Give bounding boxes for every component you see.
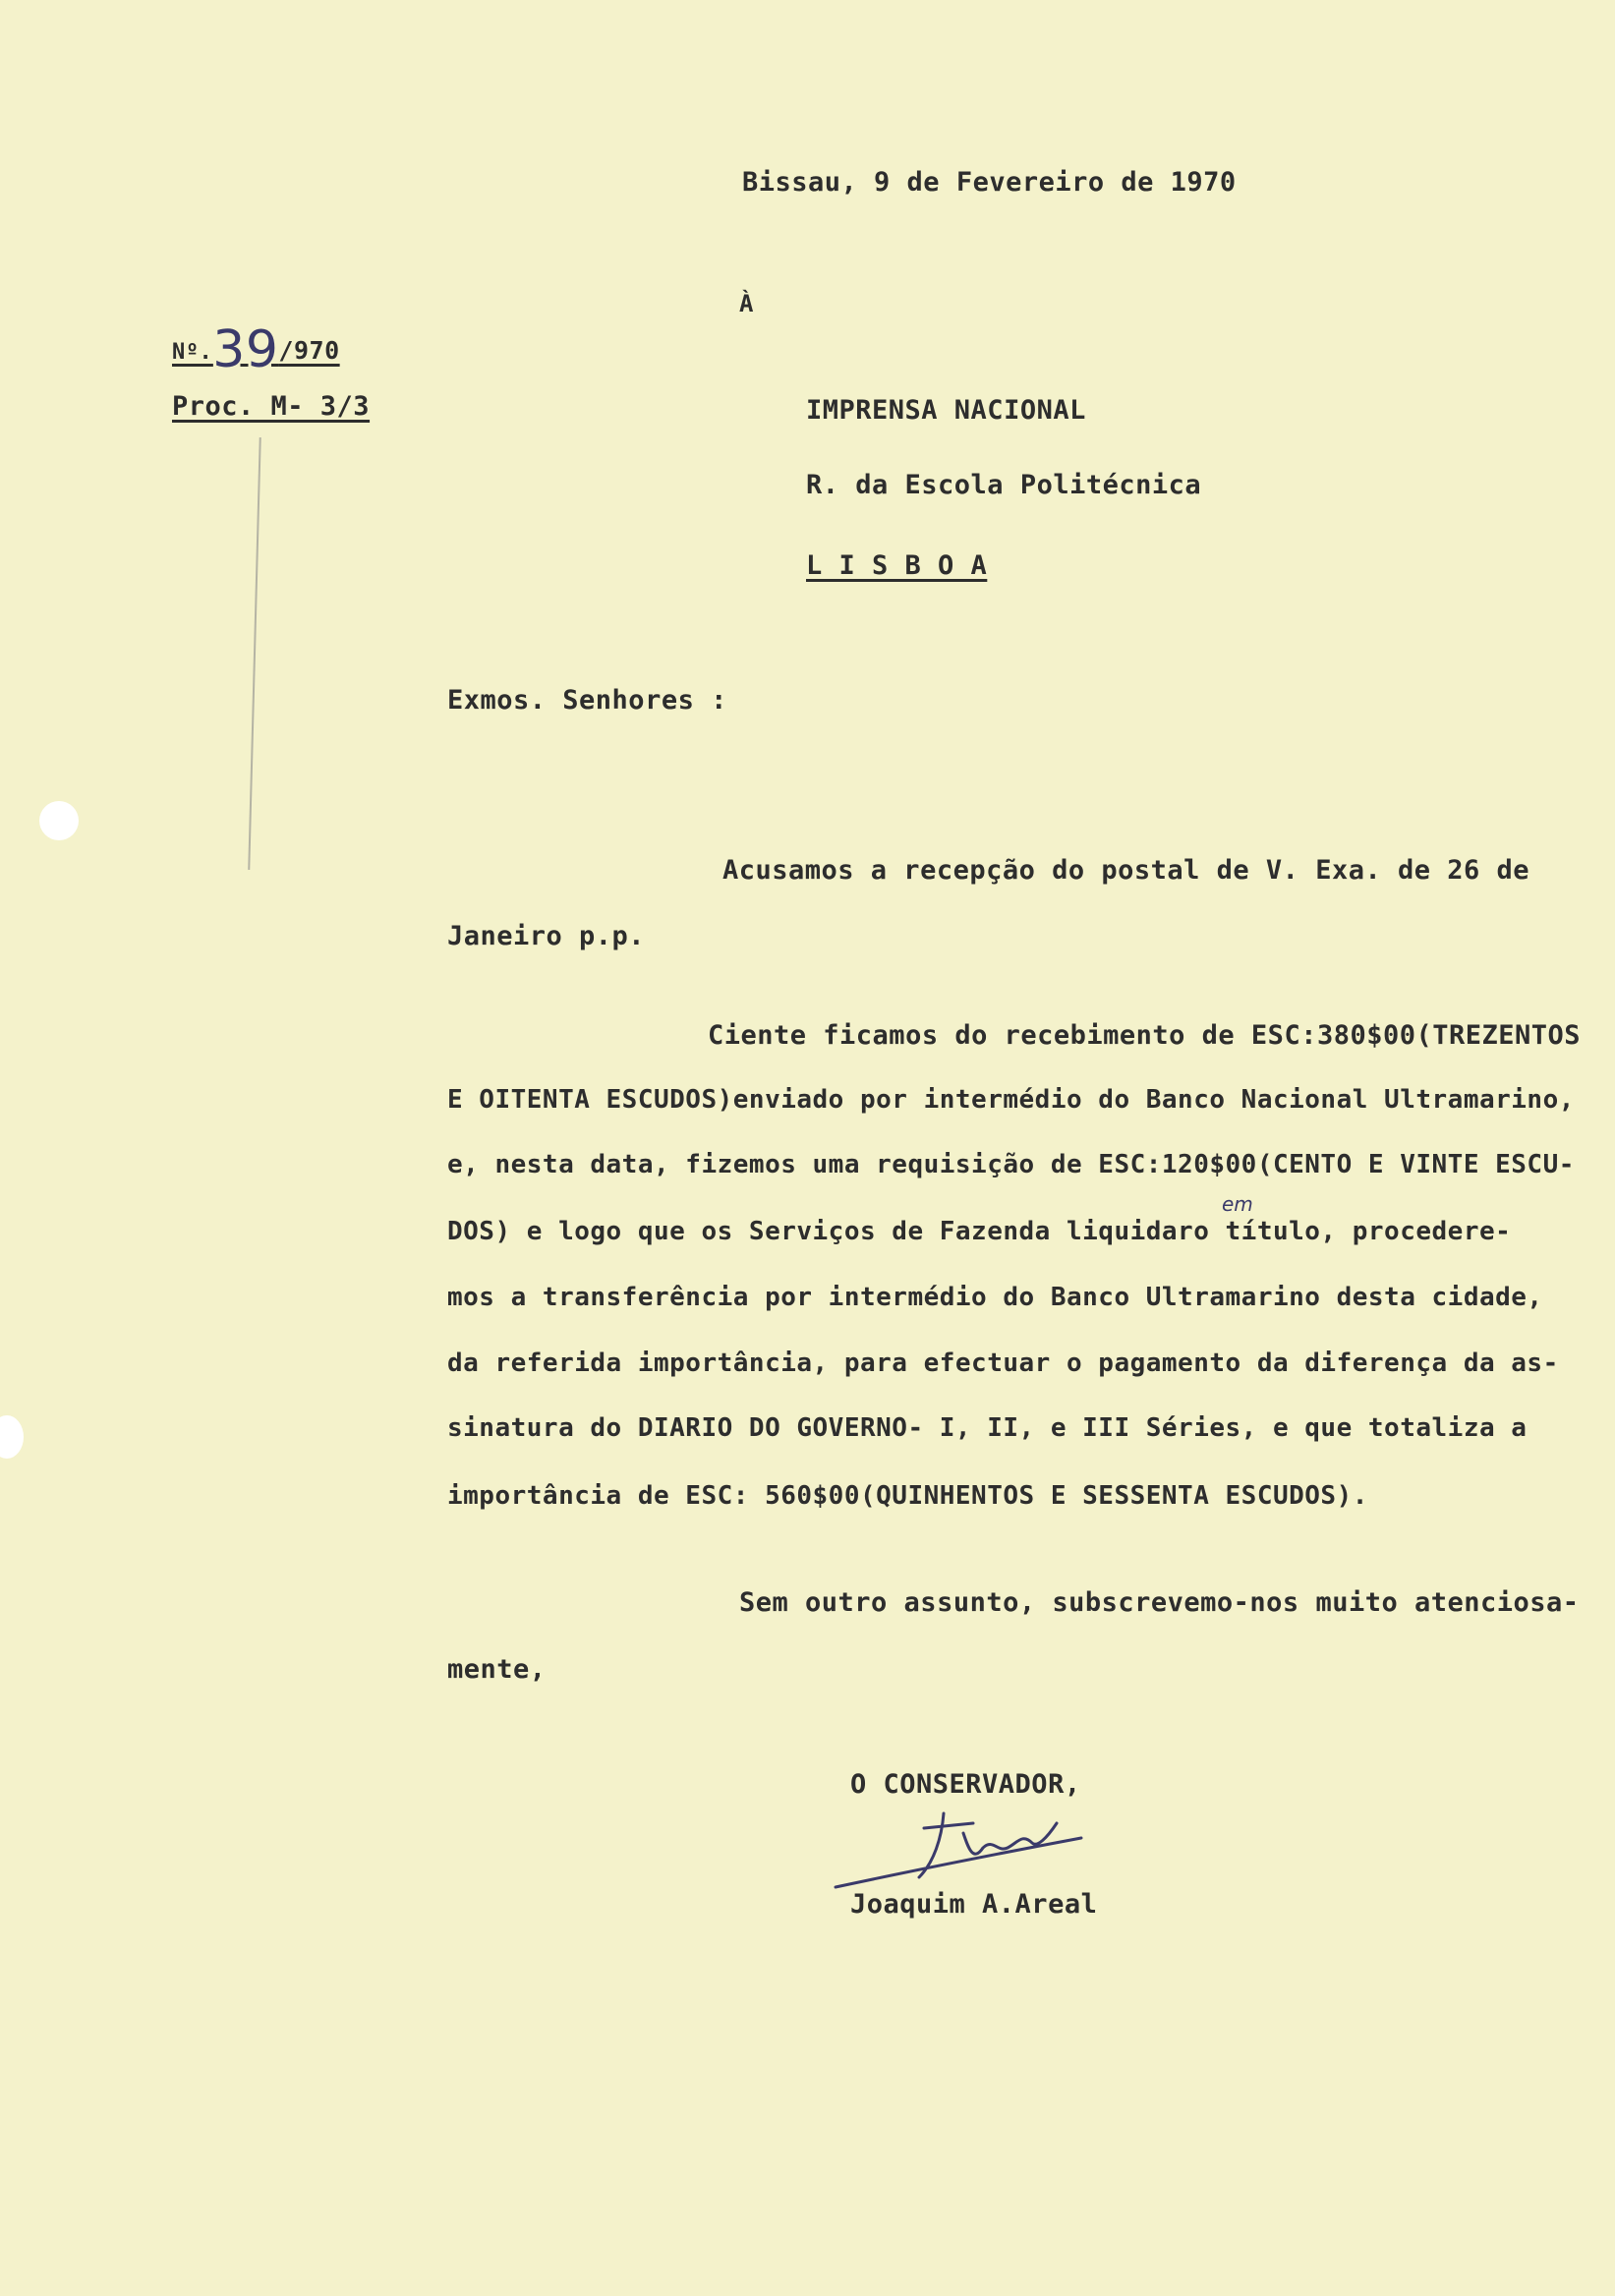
process-number: Proc. M- 3/3: [172, 391, 371, 422]
paragraph3-line2: mente,: [447, 1654, 547, 1685]
paragraph2-line3: e, nesta data, fizemos uma requisição de ESC:120$00(CENTO E VINTE ESCU-: [447, 1150, 1575, 1179]
reference-handwritten-number: 39: [212, 320, 279, 379]
salutation: Exmos. Senhores :: [447, 685, 727, 716]
paragraph2-line2: E OITENTA ESCUDOS)enviado por intermédio do Banco Nacional Ultramarino,: [447, 1085, 1575, 1115]
paragraph2-line8: importância de ESC: 560$00(QUINHENTOS E SESSENTA ESCUDOS).: [447, 1481, 1368, 1511]
signatory-name: Joaquim A.Areal: [850, 1889, 1098, 1920]
margin-pencil-line: [248, 437, 261, 870]
paragraph1-line2: Janeiro p.p.: [447, 921, 646, 951]
reference-number: [172, 313, 340, 379]
paragraph2-line1: Ciente ficamos do recebimento de ESC:380$00(TREZENTOS: [708, 1020, 1582, 1051]
paragraph1-line1: Acusamos a recepção do postal de V. Exa. de 26 de: [722, 855, 1530, 886]
punch-hole-bottom: [0, 1415, 24, 1459]
handwritten-correction: em: [1222, 1192, 1253, 1216]
paragraph2-line5: mos a transferência por intermédio do Banco Ultramarino desta cidade,: [447, 1283, 1543, 1312]
recipient-name: IMPRENSA NACIONAL: [806, 395, 1086, 426]
paragraph3-line1: Sem outro assunto, subscrevemo-nos muito atenciosa-: [739, 1587, 1580, 1618]
reference-prefix: Nº.: [172, 340, 213, 365]
paragraph2-line4: DOS) e logo que os Serviços de Fazenda liquidaro título, procedere-: [447, 1217, 1512, 1246]
recipient-city: L I S B O A: [806, 550, 988, 581]
to-marker: À: [739, 290, 754, 317]
closing-title: O CONSERVADOR,: [850, 1769, 1081, 1800]
punch-hole-top: [39, 801, 79, 840]
paragraph2-line6: da referida importância, para efectuar o pagamento da diferença da as-: [447, 1349, 1559, 1378]
reference-year: /970: [278, 336, 340, 365]
paragraph2-line7: sinatura do DIARIO DO GOVERNO- I, II, e III Séries, e que totaliza a: [447, 1413, 1528, 1443]
place-date: Bissau, 9 de Fevereiro de 1970: [742, 167, 1237, 198]
recipient-street: R. da Escola Politécnica: [806, 470, 1202, 500]
